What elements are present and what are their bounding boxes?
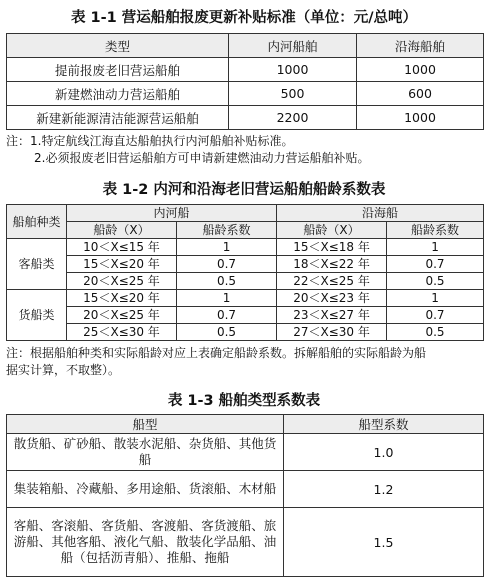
header-inland-ship: 内河船 [67, 205, 277, 222]
table1-note-1: 注：1.特定航线江海直达船舶执行内河船舶补贴标准。 [6, 134, 294, 148]
table-row [7, 434, 484, 471]
table-row [7, 324, 484, 341]
cell-coastal-coef: 1 [387, 239, 484, 256]
cell-group-cargo: 货船类 [7, 290, 67, 341]
cell-inland-age: 15＜X≤20 年 [67, 256, 177, 273]
subheader-inland-coef: 船龄系数 [177, 222, 277, 239]
table-row [7, 106, 484, 130]
subheader-coastal-coef: 船龄系数 [387, 222, 484, 239]
cell-coastal-coef: 1 [387, 290, 484, 307]
table-row [7, 471, 484, 508]
table-row [7, 307, 484, 324]
table-row [7, 239, 484, 256]
cell-coastal-age: 27＜X≤30 年 [277, 324, 387, 341]
cell-inland-age: 20＜X≤25 年 [67, 273, 177, 290]
cell-inland: 2200 [229, 106, 357, 130]
cell-inland-age: 10＜X≤15 年 [67, 239, 177, 256]
header-coastal-ship: 沿海船 [277, 205, 484, 222]
cell-coastal-coef: 0.7 [387, 307, 484, 324]
cell-inland-coef: 1 [177, 239, 277, 256]
table-header-row [7, 34, 484, 58]
table-row [7, 508, 484, 577]
cell-coastal: 600 [357, 82, 484, 106]
table-row [7, 82, 484, 106]
cell-group-passenger: 客船类 [7, 239, 67, 290]
cell-coastal-age: 18＜X≤22 年 [277, 256, 387, 273]
cell-ship-model-coef: 1.0 [284, 434, 484, 471]
header-inland: 内河船舶 [229, 34, 357, 58]
cell-inland-coef: 0.7 [177, 307, 277, 324]
header-type: 类型 [7, 34, 229, 58]
cell-ship-model-coef: 1.2 [284, 471, 484, 508]
table-row [7, 273, 484, 290]
table-row [7, 58, 484, 82]
cell-inland-age: 15＜X≤20 年 [67, 290, 177, 307]
cell-type: 提前报废老旧营运船舶 [7, 58, 229, 82]
cell-type: 新建燃油动力营运船舶 [7, 82, 229, 106]
table3-title: 表 1-3 船舶类型系数表 [167, 393, 321, 409]
subheader-inland-age: 船龄（X） [67, 222, 177, 239]
cell-coastal-coef: 0.5 [387, 273, 484, 290]
table2-note-1: 注：根据船舶种类和实际船龄对应上表确定船龄系数。拆解船舶的实际船龄为船 [6, 346, 427, 360]
cell-coastal-age: 22＜X≤25 年 [277, 273, 387, 290]
subsidy-standard-table [6, 33, 484, 130]
cell-coastal-age: 20＜X≤23 年 [277, 290, 387, 307]
cell-coastal-coef: 0.7 [387, 256, 484, 273]
cell-coastal: 1000 [357, 58, 484, 82]
cell-type: 新建新能源清洁能源营运船舶 [7, 106, 229, 130]
cell-inland-age: 25＜X≤30 年 [67, 324, 177, 341]
table-row [7, 290, 484, 307]
cell-ship-model: 散货船、矿砂船、散装水泥船、杂货船、其他货船 [7, 434, 284, 471]
cell-coastal-age: 15＜X≤18 年 [277, 239, 387, 256]
cell-inland: 1000 [229, 58, 357, 82]
cell-ship-model-coef: 1.5 [284, 508, 484, 577]
cell-inland: 500 [229, 82, 357, 106]
cell-inland-coef: 0.7 [177, 256, 277, 273]
cell-inland-coef: 1 [177, 290, 277, 307]
cell-inland-coef: 0.5 [177, 273, 277, 290]
table2-note-2: 据实计算，不取整）。 [6, 363, 121, 377]
header-ship-model-coef: 船型系数 [284, 415, 484, 434]
subheader-coastal-age: 船龄（X） [277, 222, 387, 239]
table-subheader-row [7, 222, 484, 239]
cell-coastal-coef: 0.5 [387, 324, 484, 341]
table1-title: 表 1-1 营运船舶报废更新补贴标准（单位：元/总吨） [70, 10, 418, 26]
table2-title: 表 1-2 内河和沿海老旧营运船舶船龄系数表 [102, 182, 386, 198]
header-ship-model: 船型 [7, 415, 284, 434]
cell-coastal-age: 23＜X≤27 年 [277, 307, 387, 324]
cell-ship-model: 客船、客滚船、客货船、客渡船、客货渡船、旅游船、其他客船、液化气船、散装化学品船、油船（包括沥青船）、推船、拖船 [7, 508, 284, 577]
table-row [7, 256, 484, 273]
header-ship-type: 船舶种类 [7, 205, 67, 239]
table-header-row [7, 415, 484, 434]
cell-coastal: 1000 [357, 106, 484, 130]
cell-inland-age: 20＜X≤25 年 [67, 307, 177, 324]
cell-ship-model: 集装箱船、冷藏船、多用途船、货滚船、木材船 [7, 471, 284, 508]
ship-type-coefficient-table [6, 414, 484, 577]
table-header-row [7, 205, 484, 222]
ship-age-coefficient-table [6, 204, 484, 341]
header-coastal: 沿海船舶 [357, 34, 484, 58]
cell-inland-coef: 0.5 [177, 324, 277, 341]
table1-note-2: 2.必须报废老旧营运船舶方可申请新建燃油动力营运船舶补贴。 [34, 151, 370, 165]
